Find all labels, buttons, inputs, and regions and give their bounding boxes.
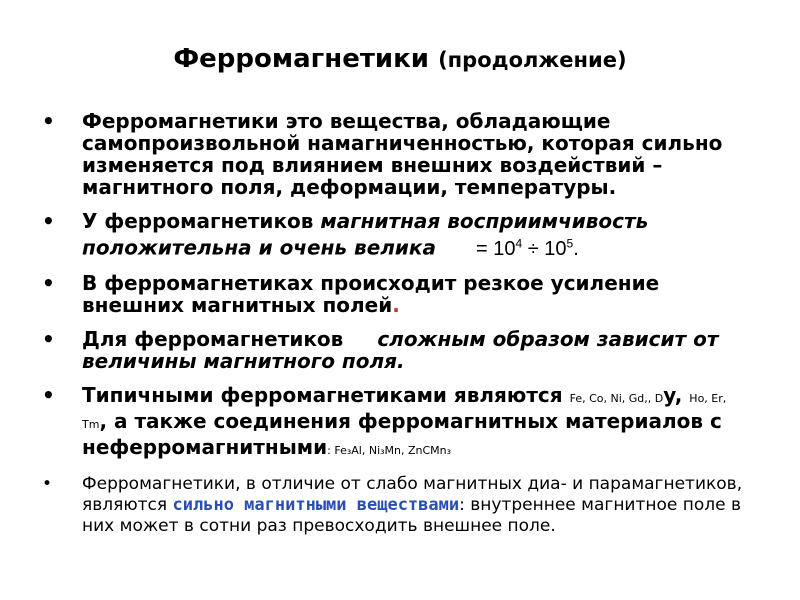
item-text: В ферромагнетиках происходит резкое усиление внешних магнитных полей: [82, 270, 660, 317]
item-suffix: : внутреннее магнитное поле в них может в сотни раз превосходить внешнее поле.: [82, 494, 742, 536]
bullet-icon: •: [42, 109, 55, 133]
list-item: [40, 272, 752, 316]
bullet-list: [40, 110, 752, 537]
item-italic: магнитная восприимчивость положительна и очень велика: [82, 209, 649, 260]
element-list-2: Ho, Er, Tm: [82, 391, 727, 431]
highlight-text: сильно магнитными веществами: [172, 494, 460, 515]
bullet-icon: •: [42, 270, 55, 295]
item-middle: , а также соединения ферромагнитных материалов с неферромагнитными: [82, 408, 722, 459]
slide-title: [0, 44, 800, 74]
element-list: Fe, Co, Ni, Gd,, D: [569, 391, 664, 405]
item-italic: сложным образом зависит от величины магнитного поля.: [82, 326, 719, 373]
item-prefix: Типичными ферромагнетиками являются: [82, 382, 570, 407]
list-item: [40, 328, 752, 372]
bullet-icon: •: [42, 382, 55, 407]
list-item: [40, 210, 752, 260]
item-prefix: У ферромагнетиков: [82, 209, 321, 233]
item-text: Ферромагнетики это вещества, обладающие самопроизвольной намагниченностью, которая сильно изменяется под влиянием внешних воздействий – магнитного поля, деформации, температуры.: [82, 109, 723, 199]
title-paren: (продолжение): [438, 48, 627, 72]
title-main: Ферромагнетики: [173, 44, 430, 74]
bullet-icon: •: [42, 326, 55, 351]
susceptibility-value: = $10^4 \div 10^5$.: [475, 236, 579, 260]
item-prefix: Для ферромагнетиков: [82, 326, 344, 351]
compound-list: : Fe₃Al, Ni₃Mn, ZnCMn₃: [327, 443, 452, 457]
list-item: [40, 110, 752, 198]
list-item: [40, 474, 752, 537]
list-item: [40, 384, 752, 462]
item-prefix: Ферромагнетики, в отличие от слабо магнитных диа- и парамагнетиков, являются: [82, 473, 743, 515]
bullet-icon: •: [42, 473, 53, 494]
bullet-icon: •: [42, 209, 55, 233]
element-y: y,: [663, 382, 683, 407]
red-dot: .: [392, 292, 400, 317]
